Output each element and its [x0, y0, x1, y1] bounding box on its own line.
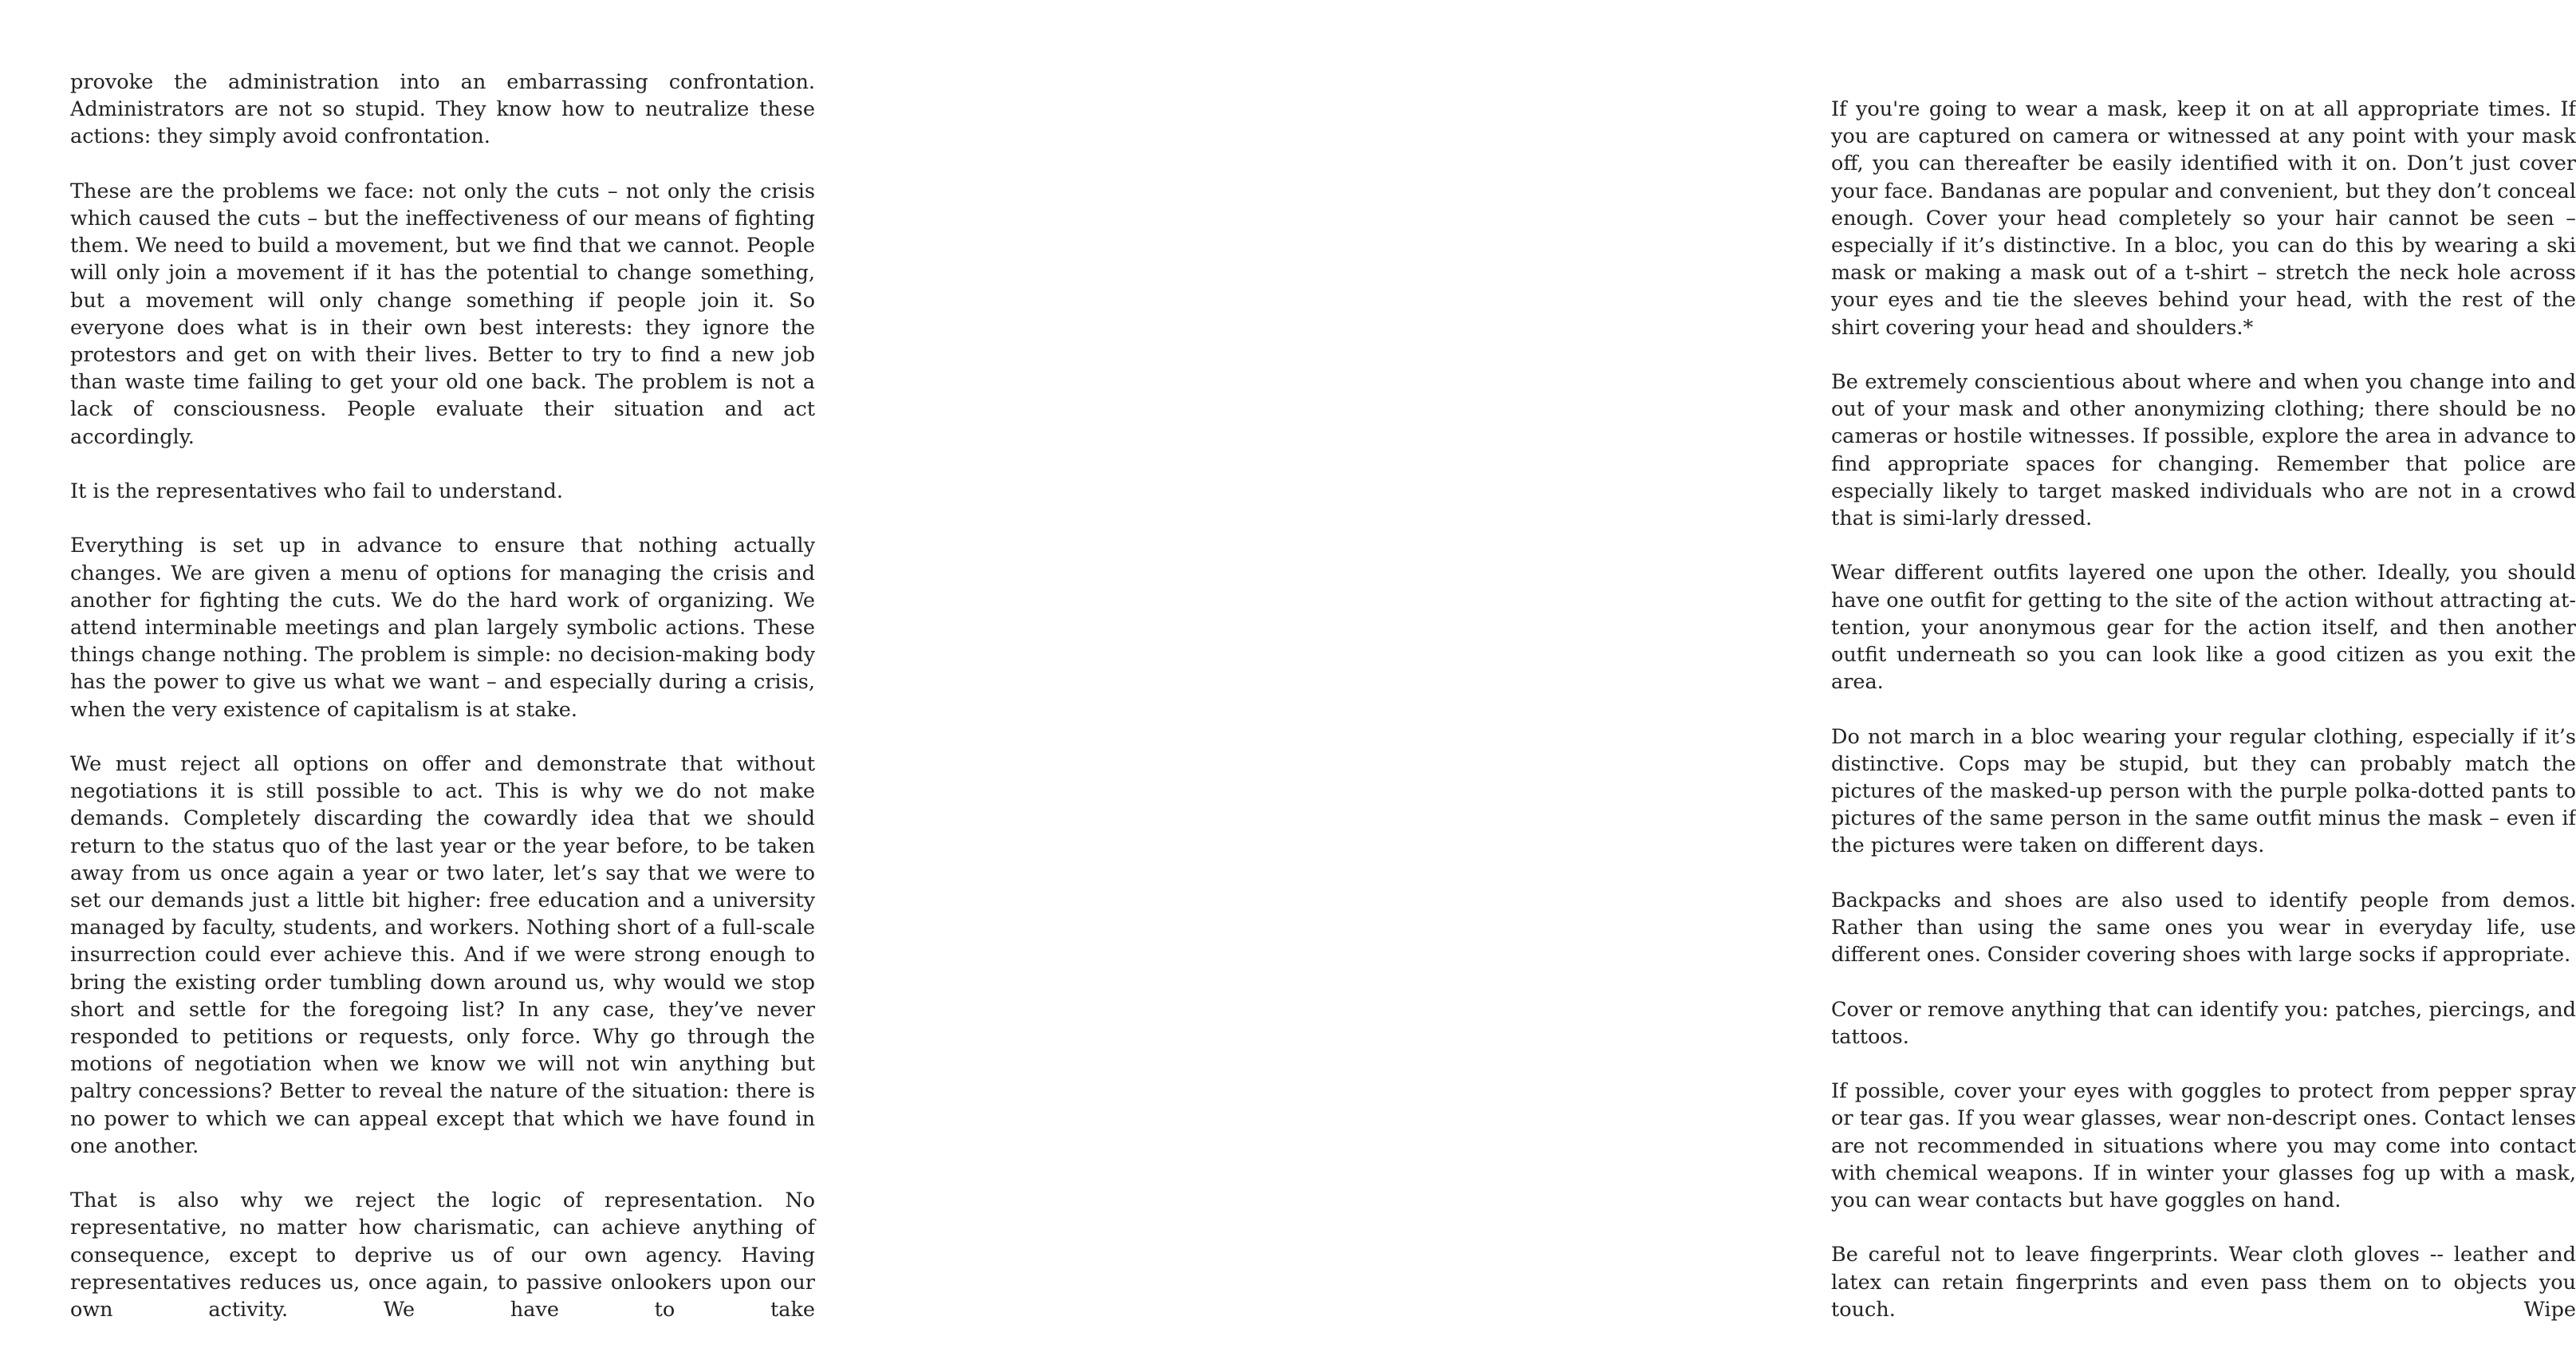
- left-page: [0, 0, 877, 1356]
- paragraph: Backpacks and shoes are also used to identify people from demos. Rather than using the same ones you wear in everyday life, use different ones. Consider covering shoes with large socks if appropriate.: [1831, 888, 2576, 968]
- paragraph: Be careful not to leave fingerprints. Wear cloth gloves -- leather and latex can retain fingerprints and even pass them on to objects you touch. Wipe: [1831, 1243, 2576, 1322]
- paragraph: If possible, cover your eyes with goggles to protect from pepper spray or tear gas. If you wear glasses, wear non-descript ones. Contact lenses are not recommended in situations where you may come into contact with chemical weapons. If in winter your glasses fog up with a mask, you can wear contacts but have goggles on hand.: [1831, 1079, 2576, 1213]
- paragraph: Do not march in a bloc wearing your regular clothing, especially if it’s distinctive. Cops may be stupid, but they can probably match the pictures of the masked-up person with the purple polka-dotted pants to pictures of the same person in the same outfit minus the mask – even if the pictures were taken on different days.: [1831, 724, 2576, 858]
- right-page-text-column: [1831, 96, 2576, 1323]
- paragraph: That is also why we reject the logic of representation. No representative, no matter how charismatic, can achieve anything of consequence, except to deprive us of our own agency. Having representatives reduces us, once again, to passive onlookers upon our own activity. We have to take: [70, 1188, 815, 1322]
- right-page: [877, 0, 2576, 1356]
- paragraph: Wear different outfits layered one upon the other. Ideally, you should have one outfit for getting to the site of the action without attracting at-tention, your anonymous gear for the action itself, and then another outfit underneath so you can look like a good citizen as you exit the area.: [1831, 561, 2576, 695]
- left-page-text-column: [70, 69, 815, 1323]
- paragraph: Everything is set up in advance to ensure that nothing actually changes. We are given a menu of options for managing the crisis and another for fighting the cuts. We do the hard work of organizing. We attend interminable meetings and plan largely symbolic actions. These things change nothing. The problem is simple: no decision-making body has the power to give us what we want – and especially during a crisis, when the very existence of capitalism is at stake.: [70, 534, 815, 722]
- paragraph: These are the problems we face: not only the cuts – not only the crisis which caused the cuts – but the ineffectiveness of our means of fighting them. We need to build a movement, but we find that we cannot. People will only join a movement if it has the potential to change something, but a movement will only change something if people join it. So everyone does what is in their own best interests: they ignore the protestors and get on with their lives. Better to try to find a new job than waste time failing to get your old one back. The problem is not a lack of consciousness. People evaluate their situation and act accordingly.: [70, 179, 815, 449]
- paragraph: Cover or remove anything that can identify you: patches, piercings, and tattoos.: [1831, 997, 2576, 1049]
- paragraph: If you're going to wear a mask, keep it on at all appropriate times. If you are captured on camera or witnessed at any point with your mask off, you can thereafter be easily identified with it on. Don’t just cover your face. Bandanas are popular and convenient, but they don’t conceal enough. Cover your head completely so your hair cannot be seen – especially if it’s distinctive. In a bloc, you can do this by wearing a ski mask or making a mask out of a t-shirt – stretch the neck hole across your eyes and tie the sleeves behind your head, with the rest of the shirt covering your head and shoulders.*: [1831, 97, 2576, 340]
- paragraph: We must reject all options on offer and demonstrate that without negotiations it is still possible to act. This is why we do not make demands. Completely discarding the cowardly idea that we should return to the status quo of the last year or the year before, to be taken away from us once again a year or two later, let’s say that we were to set our demands just a little bit higher: free education and a university managed by faculty, students, and workers. Nothing short of a full-scale insurrection could ever achieve this. And if we were strong enough to bring the existing order tumbling down around us, why would we stop short and settle for the foregoing list? In any case, they’ve never responded to petitions or requests, only force. Why go through the motions of negotiation when we know we will not win anything but paltry concessions? Better to reveal the nature of the situation: there is no power to which we can appeal except that which we have found in one another.: [70, 752, 815, 1158]
- paragraph: Be extremely conscientious about where and when you change into and out of your mask and other anonymizing clothing; there should be no cameras or hostile witnesses. If possible, explore the area in advance to find appropriate spaces for changing. Remember that police are especially likely to target masked individuals who are not in a crowd that is simi-larly dressed.: [1831, 370, 2576, 531]
- paragraph: It is the representatives who fail to understand.: [70, 479, 563, 504]
- paragraph: provoke the administration into an embarrassing confrontation. Administrators are not so stupid. They know how to neutralize these actions: they simply avoid confrontation.: [70, 70, 815, 149]
